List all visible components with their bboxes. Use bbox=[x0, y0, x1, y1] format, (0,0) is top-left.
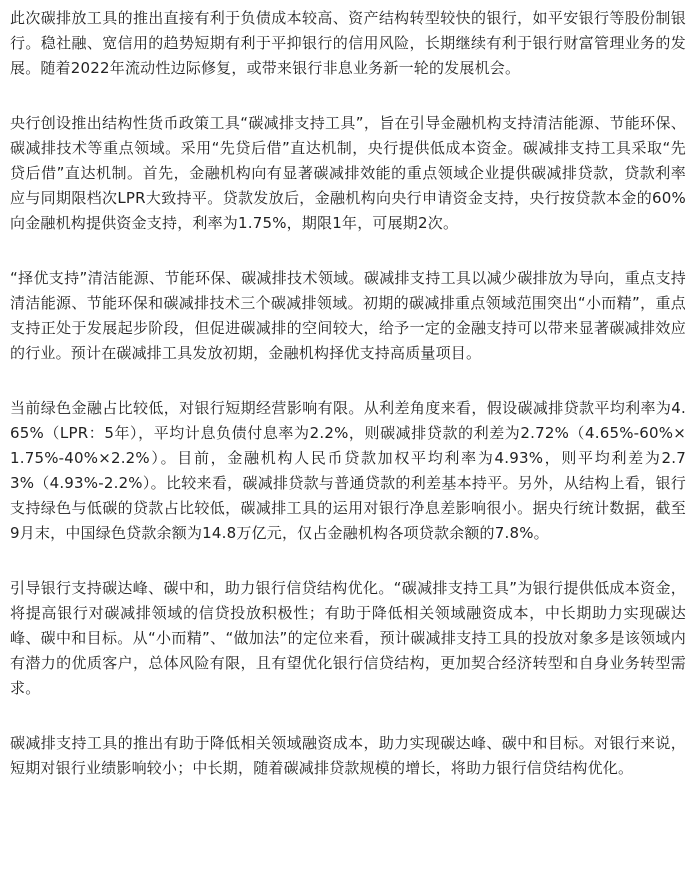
paragraph-3: “择优支持”清洁能源、节能环保、碳减排技术领域。碳减排支持工具以减少碳排放为导向，重点支持清洁能源、节能环保和碳减排技术三个碳减排领域。初期的碳减排重点领域范围突出“小而精”，重点支持正处于发展起步阶段，但促进碳减排的空间较大，给予一定的金融支持可以带来显著碳减排效应的行业。预计在碳减排工具发放初期，金融机构择优支持高质量项目。 bbox=[10, 269, 686, 362]
paragraph-6: 碳减排支持工具的推出有助于降低相关领域融资成本，助力实现碳达峰、碳中和目标。对银行来说，短期对银行业绩影响较小；中长期，随着碳减排贷款规模的增长，将助力银行信贷结构优化。 bbox=[10, 734, 686, 777]
paragraph-4: 当前绿色金融占比较低，对银行短期经营影响有限。从利差角度来看，假设碳减排贷款平均利率为4.65%（LPR：5年），平均计息负债付息率为2.2%，则碳减排贷款的利差为2.72%（4.65%-60%×1.75%-40%×2.2%）。目前，金融机构人民币贷款加权平均利率为4.93%，则平均利差为2.73%（4.93%-2.2%）。比较来看，碳减排贷款与普通贷款的利差基本持平。另外，从结构上看，银行支持绿色与低碳的贷款占比较低，碳减排工具的运用对银行净息差影响很小。据央行统计数据，截至9月末，中国绿色贷款余额为14.8万亿元，仅占金融机构各项贷款余额的7.8%。 bbox=[10, 399, 686, 542]
paragraph-2: 央行创设推出结构性货币政策工具“碳减排支持工具”，旨在引导金融机构支持清洁能源、节能环保、碳减排技术等重点领域。采用“先贷后借”直达机制，央行提供低成本资金。碳减排支持工具采取“先贷后借”直达机制。首先，金融机构向有显著碳减排效能的重点领域企业提供碳减排贷款，贷款利率应与同期限档次LPR大致持平。贷款发放后，金融机构向央行申请资金支持，央行按贷款本金的60%向金融机构提供资金支持，利率为1.75%，期限1年，可展期2次。 bbox=[10, 114, 686, 232]
paragraph-5: 引导银行支持碳达峰、碳中和，助力银行信贷结构优化。“碳减排支持工具”为银行提供低成本资金，将提高银行对碳减排领域的信贷投放积极性；有助于降低相关领域融资成本，中长期助力实现碳达峰、碳中和目标。从“小而精”、“做加法”的定位来看，预计碳减排支持工具的投放对象多是该领域内有潜力的优质客户，总体风险有限，且有望优化银行信贷结构，更加契合经济转型和自身业务转型需求。 bbox=[10, 579, 686, 697]
article-body bbox=[10, 6, 686, 781]
paragraph-1: 此次碳排放工具的推出直接有利于负债成本较高、资产结构转型较快的银行，如平安银行等股份制银行。稳社融、宽信用的趋势短期有利于平抑银行的信用风险，长期继续有利于银行财富管理业务的发展。随着2022年流动性边际修复，或带来银行非息业务新一轮的发展机会。 bbox=[10, 9, 686, 77]
